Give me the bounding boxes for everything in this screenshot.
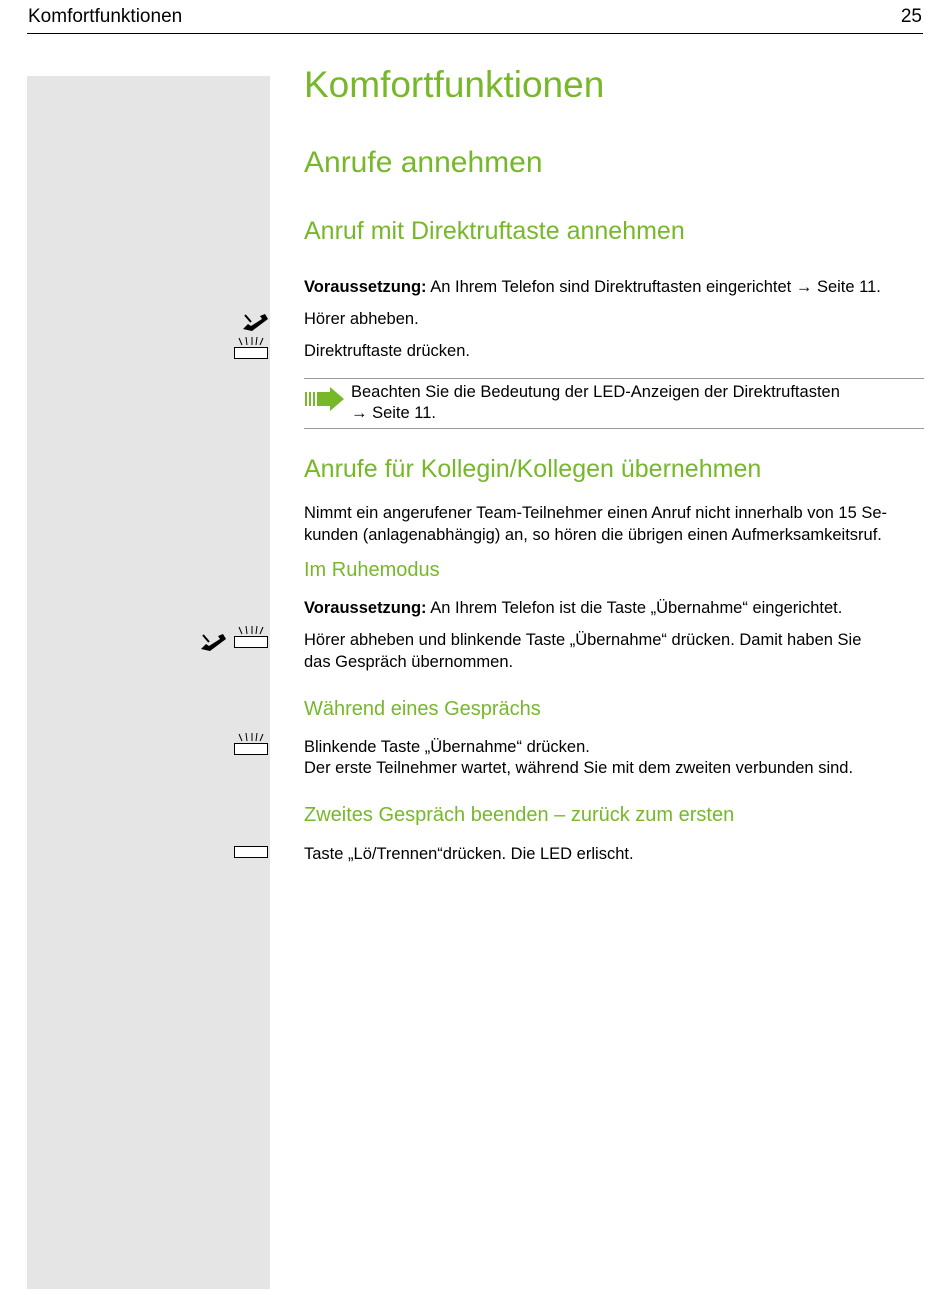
zweites-step: Taste „Lö/Trennen“drücken. Die LED erlischt. bbox=[304, 845, 634, 863]
direktruf-prerequisite bbox=[304, 276, 881, 298]
key-icon bbox=[233, 845, 269, 861]
handset-lift-icon bbox=[240, 308, 270, 332]
ruhemodus-heading: Im Ruhemodus bbox=[304, 559, 440, 581]
prereq-label: Voraussetzung: bbox=[304, 599, 427, 617]
uebernehmen-intro-line-1: Nimmt ein angerufener Team-Teilnehmer einen Anruf nicht innerhalb von 15 Se- bbox=[304, 504, 888, 522]
gespraech-step-line-1: Blinkende Taste „Übernahme“ drücken. bbox=[304, 738, 590, 756]
note-arrow-icon bbox=[304, 386, 346, 412]
page-number: 25 bbox=[900, 6, 922, 27]
gespraech-step-line-2: Der erste Teilnehmer wartet, während Sie mit dem zweiten verbunden sind. bbox=[304, 759, 854, 777]
prereq-text: An Ihrem Telefon sind Direktruftasten eingerichtet → Seite 11. bbox=[426, 278, 881, 296]
direktruf-heading: Anruf mit Direktruftaste annehmen bbox=[304, 217, 685, 245]
page-title: Komfortfunktionen bbox=[304, 64, 605, 105]
direktruf-step-2: Direktruftaste drücken. bbox=[304, 342, 470, 360]
ruhemodus-step-line-2: das Gespräch übernommen. bbox=[304, 653, 514, 671]
note-line-2: → Seite 11. bbox=[351, 404, 436, 422]
note-line-1: Beachten Sie die Bedeutung der LED-Anzeigen der Direktruftasten bbox=[351, 383, 840, 401]
blinking-key-icon bbox=[233, 624, 269, 650]
uebernehmen-intro-line-2: kunden (anlagenabhängig) an, so hören die übrigen einen Aufmerksamkeitsruf. bbox=[304, 526, 882, 544]
header-divider bbox=[27, 33, 923, 34]
note-top-rule bbox=[304, 378, 924, 379]
note-bottom-rule bbox=[304, 428, 924, 429]
icon-margin-column bbox=[27, 76, 270, 1289]
gespraech-heading: Während eines Gesprächs bbox=[304, 698, 541, 720]
prereq-text: An Ihrem Telefon ist die Taste „Übernahme“ eingerichtet. bbox=[426, 599, 843, 617]
blinking-key-icon bbox=[233, 731, 269, 757]
uebernehmen-heading: Anrufe für Kollegin/Kollegen übernehmen bbox=[304, 455, 762, 483]
prereq-label: Voraussetzung: bbox=[304, 278, 427, 296]
direktruf-step-1: Hörer abheben. bbox=[304, 310, 419, 328]
section-title: Anrufe annehmen bbox=[304, 146, 543, 179]
blinking-key-icon bbox=[233, 335, 269, 361]
ruhemodus-step-line-1: Hörer abheben und blinkende Taste „Übernahme“ drücken. Damit haben Sie bbox=[304, 631, 862, 649]
running-header-title: Komfortfunktionen bbox=[28, 6, 183, 27]
zweites-heading: Zweites Gespräch beenden – zurück zum ersten bbox=[304, 804, 735, 826]
handset-lift-icon bbox=[198, 628, 228, 652]
ruhemodus-prerequisite bbox=[304, 597, 842, 619]
